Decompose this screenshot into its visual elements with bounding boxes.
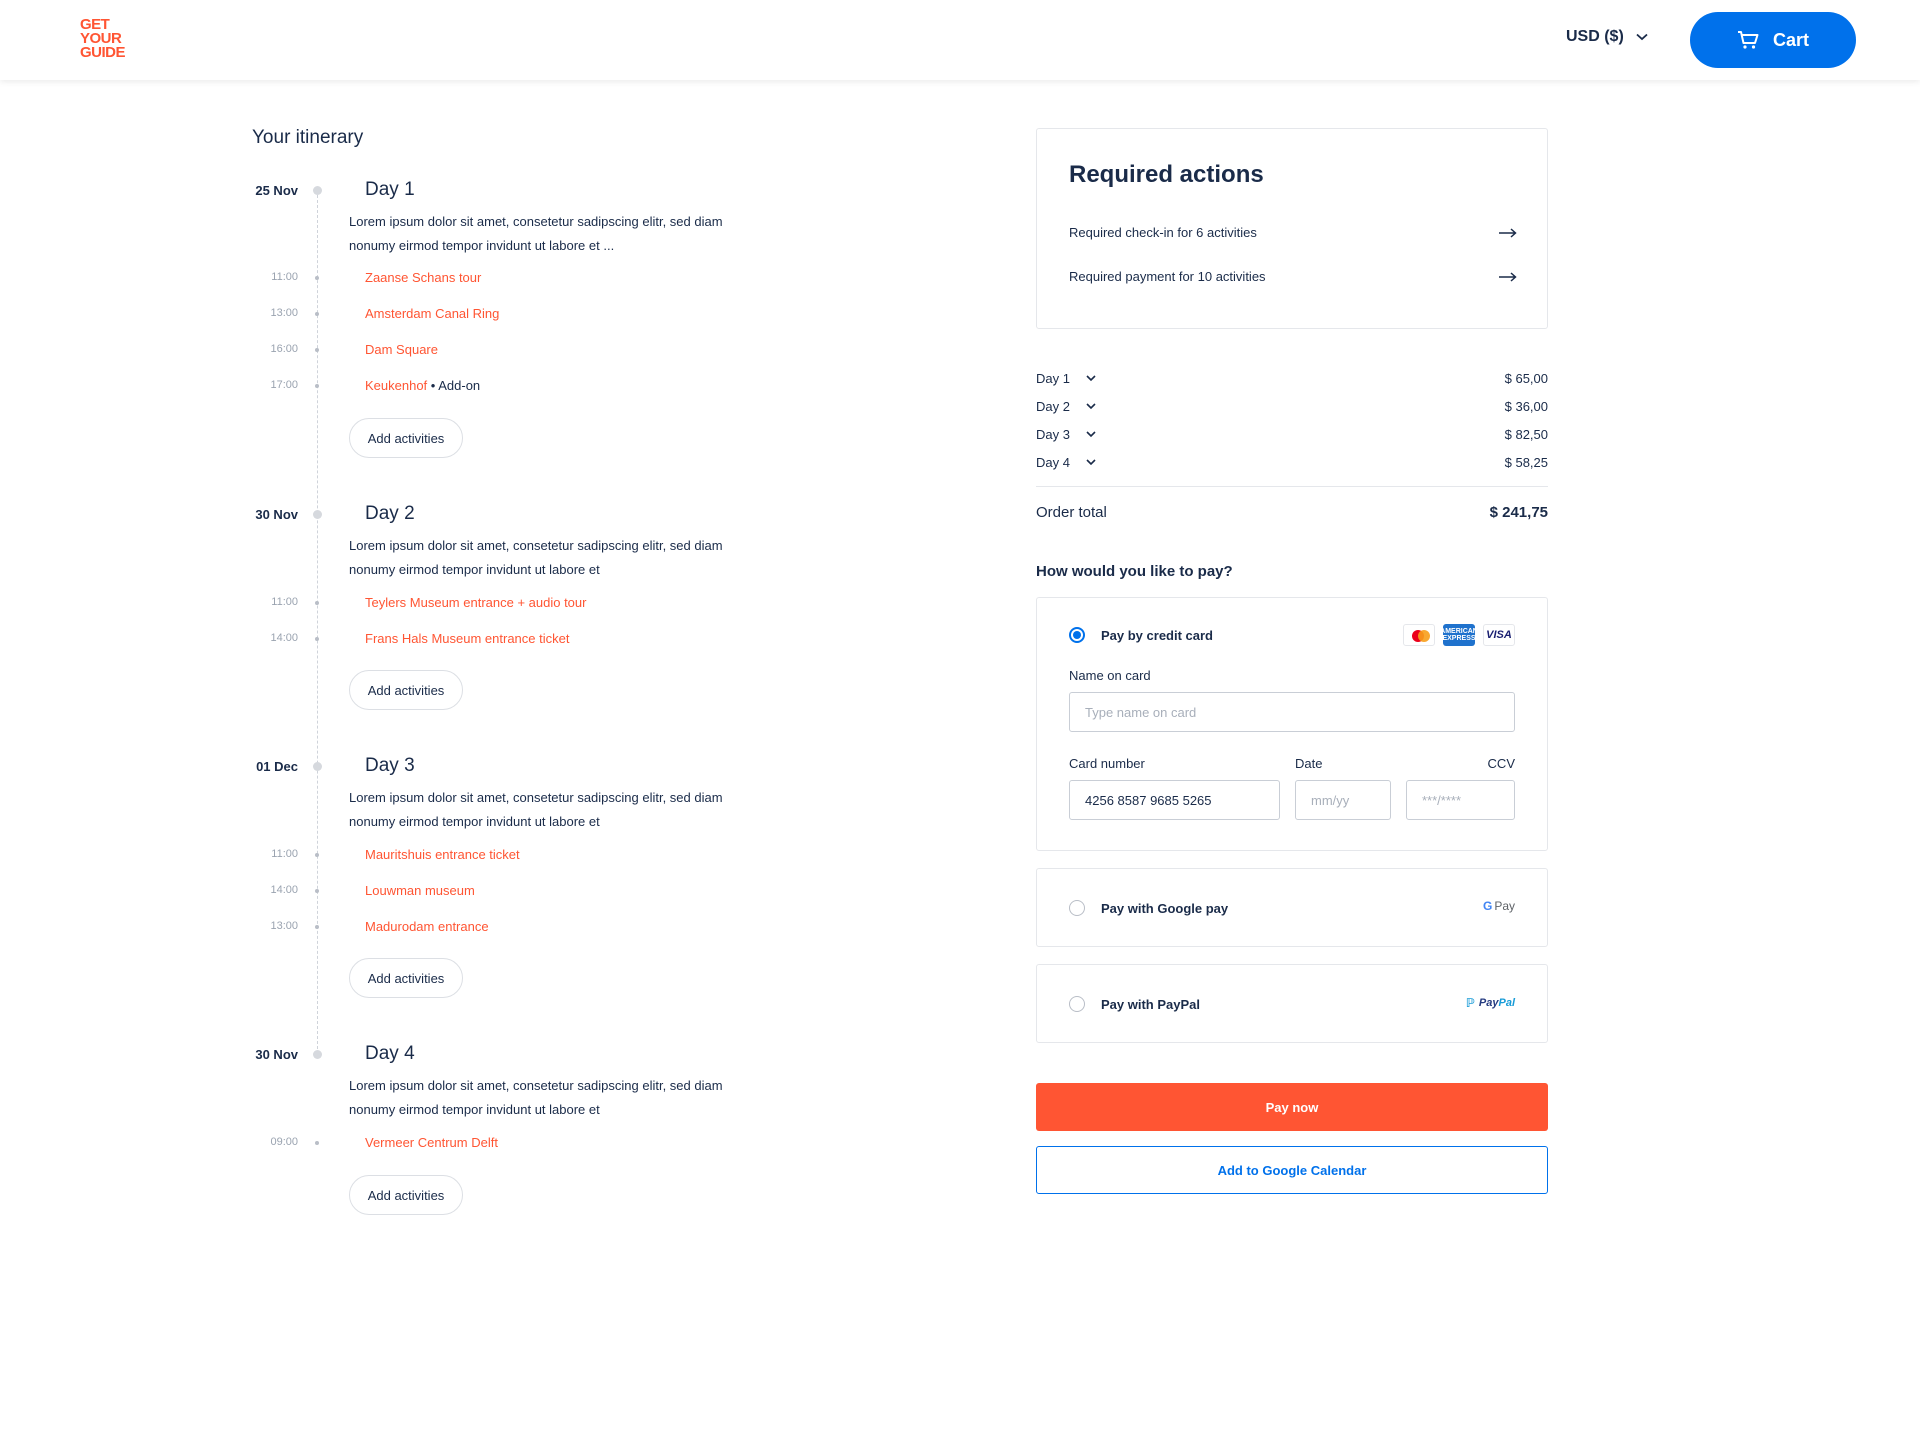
activity-time: 11:00	[271, 271, 298, 283]
gpay-g: G	[1482, 899, 1493, 913]
timeline-dot	[313, 510, 322, 519]
summary-amount: $ 82,50	[1504, 427, 1548, 442]
summary-row[interactable]	[1036, 427, 1548, 442]
activity-link[interactable]: Amsterdam Canal Ring	[365, 306, 500, 321]
add-activities-button[interactable]: Add activities	[349, 958, 463, 998]
payment-question: How would you like to pay?	[1036, 563, 1233, 580]
chevron-down-icon	[1086, 431, 1096, 438]
cart-label: Cart	[1772, 29, 1809, 50]
activity-time: 11:00	[271, 848, 298, 860]
activity-time: 11:00	[271, 596, 298, 608]
chevron-down-icon	[1086, 459, 1096, 466]
paypal-pay: Pay	[1478, 997, 1499, 1009]
expiry-date-input[interactable]	[1295, 780, 1391, 820]
itinerary-title: Your itinerary	[252, 127, 364, 148]
summary-day-label: Day 1	[1036, 371, 1070, 386]
day-title: Day 4	[365, 1043, 415, 1064]
google-pay-label: Pay with Google pay	[1101, 900, 1229, 916]
day-date: 01 Dec	[256, 759, 298, 774]
currency-selector[interactable]	[1566, 28, 1648, 46]
activity-link[interactable]: Mauritshuis entrance ticket	[365, 847, 520, 862]
credit-card-label: Pay by credit card	[1101, 627, 1213, 643]
activity-dot	[315, 276, 319, 280]
day-date: 25 Nov	[255, 183, 298, 198]
activity-time: 13:00	[270, 920, 298, 932]
currency-label: USD ($)	[1566, 28, 1624, 45]
name-on-card-input[interactable]	[1069, 692, 1515, 732]
summary-day-toggle[interactable]	[1036, 455, 1096, 470]
timeline-dot	[313, 1050, 322, 1059]
chevron-down-icon	[1636, 33, 1648, 41]
day-date: 30 Nov	[255, 507, 298, 522]
order-total-amount: $ 241,75	[1489, 504, 1548, 521]
mastercard-icon	[1403, 624, 1435, 646]
required-action-item[interactable]	[1069, 269, 1517, 284]
radio-selected[interactable]	[1069, 627, 1085, 643]
card-number-label: Card number	[1069, 756, 1145, 771]
logo-line-1: GET	[80, 16, 110, 33]
activity-dot	[315, 348, 319, 352]
summary-amount: $ 65,00	[1504, 371, 1548, 386]
activity-time: 14:00	[270, 884, 298, 896]
activity-link[interactable]	[365, 378, 480, 393]
top-header	[0, 0, 1920, 80]
required-actions-title: Required actions	[1069, 161, 1264, 188]
day-title: Day 2	[365, 503, 415, 524]
paypal-logo-icon	[1466, 996, 1515, 1010]
getyourguide-logo[interactable]	[80, 18, 132, 60]
activity-time: 17:00	[270, 379, 298, 391]
activity-time: 14:00	[270, 632, 298, 644]
order-total-label: Order total	[1036, 504, 1107, 521]
logo-line-3: GUIDE	[80, 44, 126, 61]
summary-day-toggle[interactable]	[1036, 371, 1096, 386]
google-pay-logo-icon	[1483, 899, 1515, 913]
add-activities-button[interactable]: Add activities	[349, 418, 463, 458]
radio-unselected[interactable]	[1069, 996, 1085, 1012]
activity-name: Keukenhof	[365, 378, 428, 393]
required-action-label: Required payment for 10 activities	[1069, 269, 1266, 284]
timeline-dot	[313, 762, 322, 771]
day-description: Lorem ipsum dolor sit amet, consetetur sadipscing elitr, sed diam nonumy eirmod tempor invidunt ut labore et	[349, 790, 723, 829]
paypal-pal: Pal	[1498, 997, 1515, 1009]
ccv-input[interactable]	[1406, 780, 1515, 820]
google-pay-radio-option[interactable]	[1069, 900, 1228, 916]
arrow-right-icon	[1499, 228, 1517, 238]
summary-row[interactable]	[1036, 371, 1548, 386]
logo-line-2: YOUR	[80, 30, 122, 47]
activity-link[interactable]: Zaanse Schans tour	[365, 270, 482, 285]
cart-icon	[1737, 30, 1759, 50]
activity-dot	[315, 1141, 319, 1145]
paypal-p-icon: ℙ	[1465, 996, 1475, 1010]
cart-button[interactable]	[1690, 12, 1856, 68]
activity-link[interactable]: Madurodam entrance	[365, 919, 489, 934]
summary-amount: $ 36,00	[1504, 399, 1548, 414]
summary-row[interactable]	[1036, 399, 1548, 414]
day-date: 30 Nov	[255, 1047, 298, 1062]
summary-amount: $ 58,25	[1504, 455, 1548, 470]
day-description: Lorem ipsum dolor sit amet, consetetur sadipscing elitr, sed diam nonumy eirmod tempor invidunt ut labore et ...	[349, 214, 723, 253]
activity-link[interactable]: Teylers Museum entrance + audio tour	[365, 595, 587, 610]
required-actions-card	[1036, 128, 1548, 329]
ccv-label: CCV	[1487, 756, 1515, 771]
required-action-label: Required check-in for 6 activities	[1069, 225, 1257, 240]
day-description: Lorem ipsum dolor sit amet, consetetur sadipscing elitr, sed diam nonumy eirmod tempor invidunt ut labore et	[349, 538, 723, 577]
timeline-dot	[313, 186, 322, 195]
paypal-label: Pay with PayPal	[1101, 996, 1200, 1012]
order-total-row	[1036, 504, 1548, 521]
date-label: Date	[1295, 756, 1323, 771]
activity-link[interactable]: Louwman museum	[365, 883, 475, 898]
amex-icon: AMERICAN EXPRESS	[1443, 624, 1475, 646]
add-to-google-calendar-button[interactable]: Add to Google Calendar	[1036, 1146, 1548, 1194]
paypal-radio-option[interactable]	[1069, 996, 1200, 1012]
summary-day-toggle[interactable]	[1036, 399, 1096, 414]
card-logos	[1403, 624, 1515, 646]
name-on-card-label: Name on card	[1069, 668, 1151, 683]
radio-unselected[interactable]	[1069, 900, 1085, 916]
gpay-pay: Pay	[1494, 899, 1515, 913]
credit-card-option	[1036, 597, 1548, 851]
activity-time: 16:00	[270, 343, 298, 355]
activity-dot	[315, 601, 319, 605]
google-pay-option[interactable]	[1036, 868, 1548, 947]
summary-divider	[1036, 486, 1548, 487]
day-title: Day 3	[365, 755, 415, 776]
activity-link[interactable]: Vermeer Centrum Delft	[365, 1135, 498, 1150]
summary-row[interactable]	[1036, 455, 1548, 470]
arrow-right-icon	[1499, 272, 1517, 282]
add-activities-button[interactable]: Add activities	[349, 670, 463, 710]
summary-day-label: Day 4	[1036, 455, 1070, 470]
card-number-input[interactable]	[1069, 780, 1280, 820]
activity-time: 13:00	[270, 307, 298, 319]
visa-icon: VISA	[1483, 624, 1515, 646]
activity-link[interactable]: Frans Hals Museum entrance ticket	[365, 631, 570, 646]
chevron-down-icon	[1086, 403, 1096, 410]
activity-link[interactable]: Dam Square	[365, 342, 438, 357]
required-action-item[interactable]	[1069, 225, 1517, 240]
day-description: Lorem ipsum dolor sit amet, consetetur sadipscing elitr, sed diam nonumy eirmod tempor invidunt ut labore et	[349, 1078, 723, 1117]
day-title: Day 1	[365, 179, 415, 200]
activity-dot	[315, 637, 319, 641]
add-activities-button[interactable]: Add activities	[349, 1175, 463, 1215]
summary-day-label: Day 2	[1036, 399, 1070, 414]
summary-day-label: Day 3	[1036, 427, 1070, 442]
activity-dot	[315, 853, 319, 857]
pay-now-button[interactable]: Pay now	[1036, 1083, 1548, 1131]
activity-dot	[315, 312, 319, 316]
activity-time: 09:00	[270, 1136, 298, 1148]
activity-dot	[315, 384, 319, 388]
addon-label: • Add-on	[427, 378, 481, 393]
credit-card-radio-option[interactable]	[1069, 627, 1213, 643]
chevron-down-icon	[1086, 375, 1096, 382]
activity-dot	[315, 925, 319, 929]
paypal-option[interactable]	[1036, 964, 1548, 1043]
activity-dot	[315, 889, 319, 893]
summary-day-toggle[interactable]	[1036, 427, 1096, 442]
